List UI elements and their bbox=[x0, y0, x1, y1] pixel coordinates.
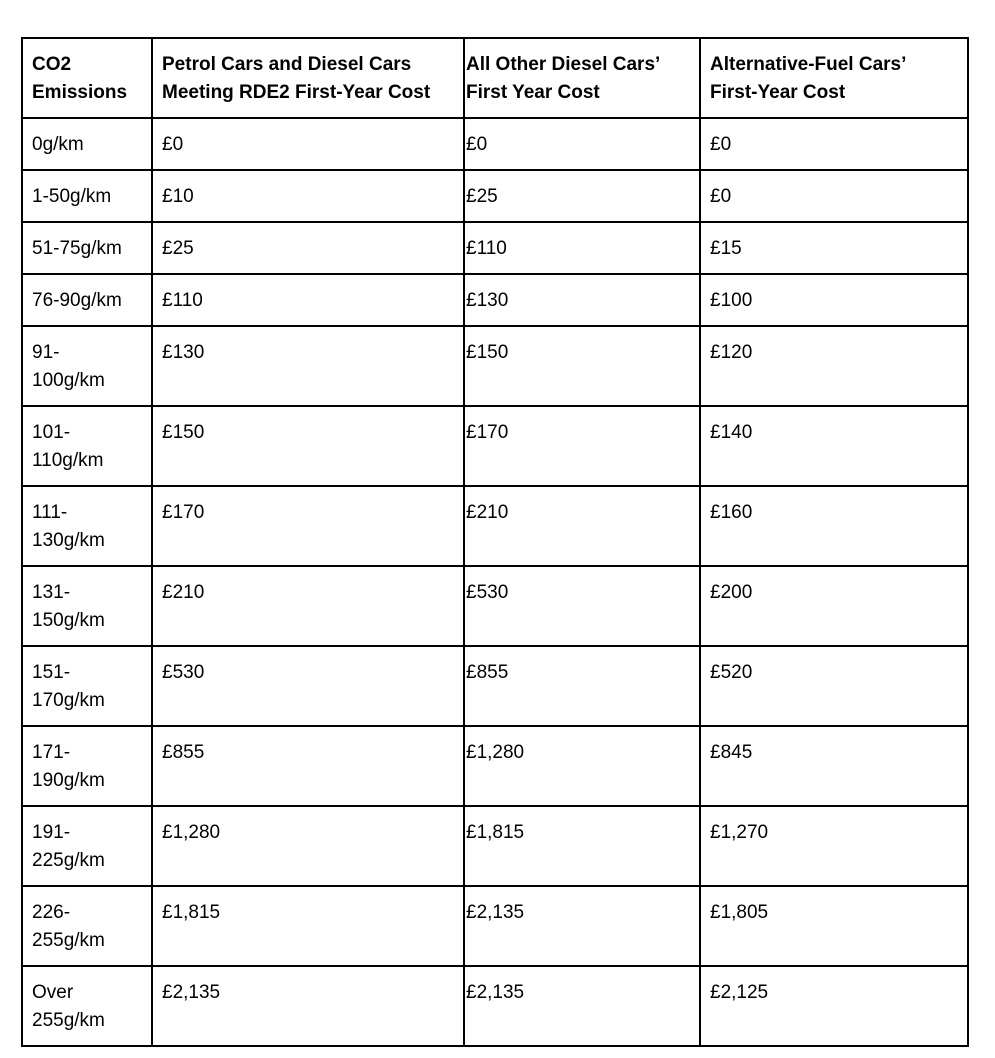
co2-band-text: 226- bbox=[32, 902, 71, 923]
table-row bbox=[22, 966, 968, 1046]
alt-fuel-cost-cell: £1,805 bbox=[700, 886, 968, 966]
co2-band-text: 255g/km bbox=[32, 1010, 105, 1031]
co2-band-text: 51-75g/km bbox=[32, 238, 122, 259]
diesel-cost-cell: £530 bbox=[464, 566, 700, 646]
alt-fuel-cost-cell: £120 bbox=[700, 326, 968, 406]
co2-band-text: 111- bbox=[32, 502, 68, 523]
petrol-cost-cell: £0 bbox=[152, 118, 464, 170]
co2-band-text: 190g/km bbox=[32, 770, 105, 791]
table-row bbox=[22, 886, 968, 966]
alt-fuel-cost-cell: £2,125 bbox=[700, 966, 968, 1046]
header-diesel-cost bbox=[464, 38, 700, 118]
petrol-cost-cell: £2,135 bbox=[152, 966, 464, 1046]
table-row bbox=[22, 222, 968, 274]
co2-band-cell bbox=[22, 806, 152, 886]
diesel-cost-cell: £170 bbox=[464, 406, 700, 486]
petrol-cost-cell: £170 bbox=[152, 486, 464, 566]
table-row bbox=[22, 170, 968, 222]
table-row bbox=[22, 646, 968, 726]
co2-band-cell bbox=[22, 118, 152, 170]
diesel-cost-cell: £130 bbox=[464, 274, 700, 326]
diesel-cost-cell: £2,135 bbox=[464, 966, 700, 1046]
petrol-cost-cell: £210 bbox=[152, 566, 464, 646]
co2-band-text: 100g/km bbox=[32, 370, 105, 391]
diesel-cost-cell: £1,280 bbox=[464, 726, 700, 806]
co2-band-text: 76-90g/km bbox=[32, 290, 122, 311]
table-body bbox=[22, 118, 968, 1046]
petrol-cost-cell: £130 bbox=[152, 326, 464, 406]
co2-band-text: 101- bbox=[32, 422, 71, 443]
table-row bbox=[22, 274, 968, 326]
table-row bbox=[22, 726, 968, 806]
co2-band-text: 0g/km bbox=[32, 134, 84, 155]
co2-band-text: 225g/km bbox=[32, 850, 105, 871]
co2-band-cell bbox=[22, 486, 152, 566]
co2-band-text: 1-50g/km bbox=[32, 186, 112, 207]
co2-band-cell bbox=[22, 222, 152, 274]
co2-band-text: 170g/km bbox=[32, 690, 105, 711]
alt-fuel-cost-cell: £140 bbox=[700, 406, 968, 486]
table-row bbox=[22, 566, 968, 646]
table-row bbox=[22, 406, 968, 486]
header-diesel-line-1: All Other Diesel Cars’ bbox=[466, 54, 661, 75]
co2-band-text: 91- bbox=[32, 342, 60, 363]
alt-fuel-cost-cell: £100 bbox=[700, 274, 968, 326]
co2-band-cell bbox=[22, 966, 152, 1046]
table-row bbox=[22, 118, 968, 170]
alt-fuel-cost-cell: £160 bbox=[700, 486, 968, 566]
co2-band-text: 151- bbox=[32, 662, 71, 683]
co2-band-text: 110g/km bbox=[32, 450, 104, 471]
header-alt-line-2: First-Year Cost bbox=[710, 82, 846, 103]
diesel-cost-cell: £1,815 bbox=[464, 806, 700, 886]
co2-band-cell bbox=[22, 406, 152, 486]
petrol-cost-cell: £150 bbox=[152, 406, 464, 486]
co2-band-text: 131- bbox=[32, 582, 71, 603]
header-alt-line-1: Alternative-Fuel Cars’ bbox=[710, 54, 907, 75]
vehicle-tax-table bbox=[21, 37, 969, 1047]
alt-fuel-cost-cell: £200 bbox=[700, 566, 968, 646]
petrol-cost-cell: £25 bbox=[152, 222, 464, 274]
header-alt-fuel-cost bbox=[700, 38, 968, 118]
co2-band-cell bbox=[22, 274, 152, 326]
co2-band-cell bbox=[22, 326, 152, 406]
co2-band-cell bbox=[22, 566, 152, 646]
alt-fuel-cost-cell: £0 bbox=[700, 170, 968, 222]
alt-fuel-cost-cell: £0 bbox=[700, 118, 968, 170]
header-petrol-line-2: Meeting RDE2 First-Year Cost bbox=[162, 82, 431, 103]
petrol-cost-cell: £855 bbox=[152, 726, 464, 806]
co2-band-text: 255g/km bbox=[32, 930, 105, 951]
co2-band-cell bbox=[22, 886, 152, 966]
co2-band-text: 191- bbox=[32, 822, 71, 843]
diesel-cost-cell: £855 bbox=[464, 646, 700, 726]
petrol-cost-cell: £10 bbox=[152, 170, 464, 222]
co2-band-text: Over bbox=[32, 982, 74, 1003]
diesel-cost-cell: £25 bbox=[464, 170, 700, 222]
alt-fuel-cost-cell: £1,270 bbox=[700, 806, 968, 886]
header-petrol-cost bbox=[152, 38, 464, 118]
petrol-cost-cell: £1,280 bbox=[152, 806, 464, 886]
header-co2-line-2: Emissions bbox=[32, 82, 128, 103]
alt-fuel-cost-cell: £15 bbox=[700, 222, 968, 274]
diesel-cost-cell: £150 bbox=[464, 326, 700, 406]
header-petrol-line-1: Petrol Cars and Diesel Cars bbox=[162, 54, 412, 75]
co2-band-text: 150g/km bbox=[32, 610, 105, 631]
diesel-cost-cell: £110 bbox=[464, 222, 700, 274]
header-row bbox=[22, 38, 968, 118]
table-row bbox=[22, 326, 968, 406]
alt-fuel-cost-cell: £520 bbox=[700, 646, 968, 726]
diesel-cost-cell: £210 bbox=[464, 486, 700, 566]
diesel-cost-cell: £0 bbox=[464, 118, 700, 170]
header-co2-line-1: CO2 bbox=[32, 54, 72, 75]
petrol-cost-cell: £530 bbox=[152, 646, 464, 726]
alt-fuel-cost-cell: £845 bbox=[700, 726, 968, 806]
petrol-cost-cell: £1,815 bbox=[152, 886, 464, 966]
table-row bbox=[22, 486, 968, 566]
co2-band-cell bbox=[22, 170, 152, 222]
header-co2-emissions bbox=[22, 38, 152, 118]
co2-band-text: 171- bbox=[32, 742, 71, 763]
co2-band-text: 130g/km bbox=[32, 530, 105, 551]
table-row bbox=[22, 806, 968, 886]
co2-band-cell bbox=[22, 646, 152, 726]
co2-band-cell bbox=[22, 726, 152, 806]
header-diesel-line-2: First Year Cost bbox=[466, 82, 600, 103]
petrol-cost-cell: £110 bbox=[152, 274, 464, 326]
diesel-cost-cell: £2,135 bbox=[464, 886, 700, 966]
